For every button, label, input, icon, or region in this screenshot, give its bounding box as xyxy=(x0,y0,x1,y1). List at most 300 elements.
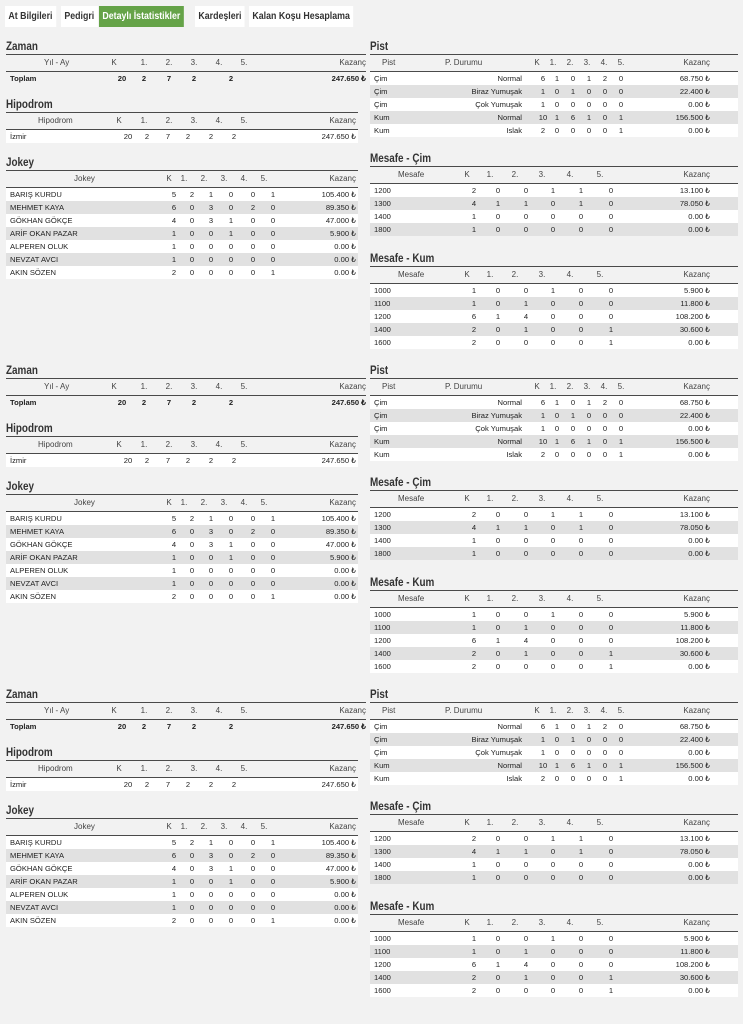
table-cell: 0 xyxy=(618,100,624,109)
column-header: Kazanç xyxy=(339,58,366,67)
table-cell: ARİF OKAN PAZAR xyxy=(10,877,78,886)
table-row xyxy=(370,85,738,98)
column-header: 4. xyxy=(566,818,574,827)
tab-at-bilgileri[interactable]: At Bilgileri xyxy=(5,6,56,27)
statistics-block xyxy=(0,40,743,362)
table-cell: 0 xyxy=(578,649,584,658)
table-cell: İzmir xyxy=(10,132,27,141)
table-cell: 1600 xyxy=(374,338,391,347)
table-cell: 7 xyxy=(166,74,172,83)
column-header: 3. xyxy=(220,822,228,831)
table-cell: 1000 xyxy=(374,934,391,943)
table-header xyxy=(6,819,358,835)
column-header: K xyxy=(534,706,540,715)
table-cell: 20 xyxy=(123,132,133,141)
table-cell: 1 xyxy=(171,877,177,886)
table-cell: 5 xyxy=(171,190,177,199)
table-cell: 5.900 ₺ xyxy=(684,286,710,295)
table-cell: 1 xyxy=(228,229,234,238)
table-cell: 0 xyxy=(250,864,256,873)
section-mesafe-kum xyxy=(370,252,738,349)
section-mesafe-cim xyxy=(370,152,738,236)
table-cell: 0 xyxy=(554,774,560,783)
column-header: K xyxy=(534,58,540,67)
table-cell: AKIN SÖZEN xyxy=(10,268,56,277)
table-row xyxy=(6,201,358,214)
table-cell: 0 xyxy=(586,411,592,420)
table-cell: 0 xyxy=(189,203,195,212)
table-cell: 0 xyxy=(270,255,276,264)
table-cell: 1 xyxy=(550,934,556,943)
table-cell: 1000 xyxy=(374,286,391,295)
table-row xyxy=(6,590,358,603)
table-cell: 1 xyxy=(554,398,560,407)
table-cell: 0 xyxy=(578,947,584,956)
table-cell: BARIŞ KURDU xyxy=(10,838,62,847)
table-cell: 0 xyxy=(608,860,614,869)
table-cell: 0 xyxy=(228,838,234,847)
column-header: K xyxy=(166,498,172,507)
section-title: Hipodrom xyxy=(6,423,53,435)
table-cell: 0 xyxy=(208,268,214,277)
table-cell: 1 xyxy=(523,299,529,308)
table-cell: 0 xyxy=(608,960,614,969)
table-cell: 0 xyxy=(608,834,614,843)
column-header: 2. xyxy=(511,918,519,927)
table-cell: 0 xyxy=(270,203,276,212)
column-header: Kazanç xyxy=(683,818,710,827)
table-cell: 2 xyxy=(171,916,177,925)
table-cell: Kum xyxy=(374,450,390,459)
table-cell: 5 xyxy=(171,838,177,847)
section-title: Jokey xyxy=(6,157,35,169)
table-cell: 2 xyxy=(141,722,147,731)
table-cell: 68.750 ₺ xyxy=(679,398,710,407)
table-cell: 1600 xyxy=(374,662,391,671)
table-cell: 0 xyxy=(523,873,529,882)
column-header: 5. xyxy=(617,382,625,391)
table-row xyxy=(6,266,358,279)
column-header: K xyxy=(166,822,172,831)
column-header: 5. xyxy=(240,382,248,391)
table-cell: 89.350 ₺ xyxy=(325,527,356,536)
table-cell: 0 xyxy=(586,748,592,757)
table-cell: 0 xyxy=(189,877,195,886)
table-cell: 89.350 ₺ xyxy=(325,203,356,212)
table-cell: 0 xyxy=(250,553,256,562)
column-header: 5. xyxy=(596,494,604,503)
column-header: K xyxy=(111,58,117,67)
column-header: 2. xyxy=(200,498,208,507)
table-header xyxy=(370,703,738,719)
section-title: Mesafe - Çim xyxy=(370,801,432,813)
table-cell: 1 xyxy=(586,722,592,731)
table-row xyxy=(370,759,738,772)
table-cell: 0 xyxy=(608,549,614,558)
table-cell: Çim xyxy=(374,100,388,109)
table-row xyxy=(370,634,738,647)
table-cell: Kum xyxy=(374,113,390,122)
table-cell: 3 xyxy=(208,540,214,549)
table-cell: 0 xyxy=(602,450,608,459)
table-cell: 108.200 ₺ xyxy=(675,636,710,645)
table-row xyxy=(6,901,358,914)
table-cell: 1 xyxy=(523,523,529,532)
table-cell: 0 xyxy=(523,536,529,545)
table-cell: 1 xyxy=(523,649,529,658)
table-cell: Çok Yumuşak xyxy=(475,424,522,433)
table-cell: 0 xyxy=(578,312,584,321)
section-zaman xyxy=(6,40,366,85)
table-cell: 0 xyxy=(250,229,256,238)
table-cell: 0 xyxy=(550,662,556,671)
column-header: Mesafe xyxy=(398,170,425,179)
column-header: 1. xyxy=(486,918,494,927)
tab-kardesleri[interactable]: Kardeşleri xyxy=(195,6,245,27)
table-cell: 1 xyxy=(471,299,477,308)
table-cell: Toplam xyxy=(10,722,37,731)
table-row xyxy=(370,184,738,197)
table-row xyxy=(370,197,738,210)
table-header xyxy=(6,703,366,719)
table-cell: 5.900 ₺ xyxy=(684,610,710,619)
tab-kalan-kosu-hesaplama[interactable]: Kalan Koşu Hesaplama xyxy=(249,6,353,27)
column-header: Kazanç xyxy=(329,440,356,449)
column-header: 3. xyxy=(583,58,591,67)
table-cell: 1 xyxy=(495,312,501,321)
table-cell: 1 xyxy=(523,847,529,856)
table-cell: 2 xyxy=(144,456,150,465)
table-cell: 0 xyxy=(189,527,195,536)
table-cell: ALPEREN OLUK xyxy=(10,890,69,899)
table-cell: 10 xyxy=(538,437,548,446)
table-cell: 1 xyxy=(495,523,501,532)
table-cell: 0 xyxy=(495,186,501,195)
table-cell: 0 xyxy=(554,100,560,109)
table-cell: 2 xyxy=(185,456,191,465)
table-cell: 1 xyxy=(618,774,624,783)
section-title: Mesafe - Kum xyxy=(370,901,435,913)
table-row xyxy=(370,448,738,461)
column-header: 5. xyxy=(240,440,248,449)
table-cell: 1300 xyxy=(374,199,391,208)
table-cell: 1 xyxy=(540,748,546,757)
table-cell: 1100 xyxy=(374,947,391,956)
column-header: Yıl - Ay xyxy=(44,706,70,715)
table-cell: 2 xyxy=(231,780,237,789)
column-header: 4. xyxy=(215,58,223,67)
column-header: Jokey xyxy=(74,498,95,507)
table-cell: 0 xyxy=(228,203,234,212)
table-cell: 2 xyxy=(228,722,234,731)
table-cell: 0 xyxy=(189,255,195,264)
section-title: Pist xyxy=(370,41,389,53)
column-header: 3. xyxy=(538,170,546,179)
table-cell: 0 xyxy=(550,860,556,869)
table-cell: 0 xyxy=(608,610,614,619)
column-header: 3. xyxy=(538,918,546,927)
table-cell: 1 xyxy=(171,566,177,575)
table-cell: 2 xyxy=(191,722,197,731)
column-header: 1. xyxy=(486,818,494,827)
column-header: 4. xyxy=(215,116,223,125)
table-cell: 2 xyxy=(602,74,608,83)
column-header: 1. xyxy=(140,58,148,67)
table-cell: 1 xyxy=(471,934,477,943)
table-cell: 0 xyxy=(618,411,624,420)
column-header: 2. xyxy=(511,594,519,603)
table-row xyxy=(370,621,738,634)
table-cell: 1000 xyxy=(374,610,391,619)
table-cell: 0 xyxy=(495,649,501,658)
table-row xyxy=(370,871,738,884)
table-cell: 1 xyxy=(586,761,592,770)
table-cell: 1 xyxy=(228,877,234,886)
table-header xyxy=(6,379,366,395)
table-cell: 1 xyxy=(540,424,546,433)
table-cell: Kum xyxy=(374,761,390,770)
table-cell: 0 xyxy=(495,662,501,671)
table-cell: 1 xyxy=(540,87,546,96)
column-header: 4. xyxy=(566,494,574,503)
table-cell: Kum xyxy=(374,774,390,783)
table-cell: 0 xyxy=(602,126,608,135)
table-cell: 0 xyxy=(189,216,195,225)
table-cell: 0 xyxy=(550,623,556,632)
section-title: Mesafe - Çim xyxy=(370,153,432,165)
table-cell: 1 xyxy=(608,649,614,658)
tab-detayli-istatistikler[interactable]: Detaylı İstatistikler xyxy=(99,6,184,27)
column-header: 2. xyxy=(566,382,574,391)
table-cell: 0 xyxy=(608,510,614,519)
table-cell: 0 xyxy=(608,536,614,545)
table-cell: 0 xyxy=(189,268,195,277)
table-cell: 0 xyxy=(554,411,560,420)
table-cell: 0 xyxy=(608,623,614,632)
table-row xyxy=(370,832,738,845)
column-header: 3. xyxy=(538,270,546,279)
table-cell: 0.00 ₺ xyxy=(334,579,356,588)
table-cell: 1 xyxy=(471,623,477,632)
table-cell: 1800 xyxy=(374,225,391,234)
table-cell: 2 xyxy=(189,190,195,199)
table-cell: 6 xyxy=(540,398,546,407)
table-cell: 0 xyxy=(228,579,234,588)
table-cell: 0 xyxy=(228,190,234,199)
table-row xyxy=(370,409,738,422)
column-header: Mesafe xyxy=(398,494,425,503)
table-cell: 0 xyxy=(618,735,624,744)
table-cell: 4 xyxy=(171,540,177,549)
table-cell: 1400 xyxy=(374,649,391,658)
table-cell: 1 xyxy=(586,113,592,122)
table-cell: 0 xyxy=(550,847,556,856)
table-cell: 1 xyxy=(608,973,614,982)
table-cell: GÖKHAN GÖKÇE xyxy=(10,864,73,873)
table-cell: 0 xyxy=(578,873,584,882)
table-header xyxy=(370,491,738,507)
table-cell: 0 xyxy=(608,299,614,308)
table-cell: 2 xyxy=(185,780,191,789)
table-cell: 11.800 ₺ xyxy=(680,947,710,956)
table-cell: 0 xyxy=(270,229,276,238)
table-cell: 1 xyxy=(270,514,276,523)
table-cell: 30.600 ₺ xyxy=(679,325,710,334)
column-header: 5. xyxy=(240,58,248,67)
table-cell: 0.00 ₺ xyxy=(334,255,356,264)
table-cell: Çim xyxy=(374,398,388,407)
column-header: Hipodrom xyxy=(38,116,73,125)
table-cell: AKIN SÖZEN xyxy=(10,592,56,601)
column-header: P. Durumu xyxy=(445,382,483,391)
table-cell: 0 xyxy=(554,424,560,433)
table-cell: 0 xyxy=(250,903,256,912)
section-hipodrom xyxy=(6,746,358,791)
column-header: 2. xyxy=(165,706,173,715)
table-cell: 0 xyxy=(550,947,556,956)
section-title: Zaman xyxy=(6,365,38,377)
table-cell: MEHMET KAYA xyxy=(10,851,65,860)
section-zaman xyxy=(6,688,366,733)
table-cell: 1 xyxy=(471,549,477,558)
table-cell: 3 xyxy=(208,864,214,873)
table-cell: 108.200 ₺ xyxy=(675,312,710,321)
table-cell: 0 xyxy=(250,877,256,886)
column-header: 3. xyxy=(190,706,198,715)
column-header: 5. xyxy=(617,706,625,715)
table-cell: ARİF OKAN PAZAR xyxy=(10,553,78,562)
table-cell: 3 xyxy=(208,527,214,536)
column-header: 5. xyxy=(596,170,604,179)
table-cell: 0 xyxy=(618,74,624,83)
column-header: Kazanç xyxy=(329,498,356,507)
table-cell: 1 xyxy=(208,190,214,199)
section-pist xyxy=(370,40,738,137)
table-cell: 2 xyxy=(141,74,147,83)
table-cell: 2 xyxy=(189,838,195,847)
table-cell: 0 xyxy=(270,242,276,251)
table-cell: 2 xyxy=(471,834,477,843)
table-cell: 0 xyxy=(523,662,529,671)
table-cell: 0 xyxy=(495,973,501,982)
table-cell: 0.00 ₺ xyxy=(334,592,356,601)
table-cell: 0 xyxy=(602,774,608,783)
table-cell: 0 xyxy=(270,877,276,886)
table-cell: 0 xyxy=(570,126,576,135)
table-row xyxy=(6,551,358,564)
table-cell: NEVZAT AVCI xyxy=(10,903,59,912)
column-header: 2. xyxy=(165,440,173,449)
column-header: 4. xyxy=(215,706,223,715)
table-row xyxy=(370,845,738,858)
table-cell: Çim xyxy=(374,735,388,744)
table-row xyxy=(370,297,738,310)
column-header: Jokey xyxy=(74,822,95,831)
table-cell: Toplam xyxy=(10,398,37,407)
column-header: 2. xyxy=(566,706,574,715)
table-cell: 2 xyxy=(540,126,546,135)
table-cell: 1 xyxy=(554,761,560,770)
section-title: Jokey xyxy=(6,805,35,817)
table-cell: Çim xyxy=(374,424,388,433)
tab-bar xyxy=(5,6,365,28)
table-row xyxy=(370,435,738,448)
column-header: 1. xyxy=(549,58,557,67)
table-row xyxy=(6,849,358,862)
table-cell: 1 xyxy=(618,761,624,770)
table-cell: 0 xyxy=(228,916,234,925)
table-cell: 0 xyxy=(208,890,214,899)
table-row xyxy=(370,660,738,673)
table-cell: 0 xyxy=(208,916,214,925)
table-cell: Islak xyxy=(506,126,522,135)
column-header: 2. xyxy=(566,58,574,67)
table-cell: 0 xyxy=(250,268,256,277)
table-cell: 0 xyxy=(228,851,234,860)
table-cell: 3 xyxy=(208,851,214,860)
column-header: 5. xyxy=(596,270,604,279)
table-cell: 0.00 ₺ xyxy=(688,774,710,783)
tab-pedigri[interactable]: Pedigri xyxy=(61,6,98,27)
table-cell: 0 xyxy=(586,424,592,433)
table-cell: 105.400 ₺ xyxy=(321,838,356,847)
table-row xyxy=(6,888,358,901)
table-cell: 2 xyxy=(189,514,195,523)
column-header: Kazanç xyxy=(683,170,710,179)
column-header: 1. xyxy=(140,116,148,125)
table-cell: 0 xyxy=(208,229,214,238)
table-cell: 0 xyxy=(618,748,624,757)
table-cell: 0 xyxy=(208,877,214,886)
table-cell: BARIŞ KURDU xyxy=(10,190,62,199)
column-header: 3. xyxy=(190,764,198,773)
table-cell: 0 xyxy=(608,186,614,195)
table-cell: 0 xyxy=(570,398,576,407)
column-header: Hipodrom xyxy=(38,440,73,449)
column-header: 4. xyxy=(566,270,574,279)
table-cell: 0 xyxy=(250,255,256,264)
table-cell: 0 xyxy=(608,212,614,221)
table-cell: 0 xyxy=(578,299,584,308)
table-cell: 47.000 ₺ xyxy=(325,540,356,549)
table-cell: 1 xyxy=(171,890,177,899)
table-cell: 3 xyxy=(208,203,214,212)
column-header: K xyxy=(534,382,540,391)
table-cell: 0 xyxy=(570,748,576,757)
column-header: 1. xyxy=(549,382,557,391)
table-cell: 0 xyxy=(523,986,529,995)
table-cell: 0 xyxy=(550,212,556,221)
table-cell: MEHMET KAYA xyxy=(10,527,65,536)
table-cell: 2 xyxy=(250,203,256,212)
table-cell: 1 xyxy=(550,610,556,619)
table-row xyxy=(6,227,358,240)
table-row xyxy=(370,647,738,660)
table-row xyxy=(6,512,358,525)
table-header xyxy=(370,915,738,931)
column-header: 4. xyxy=(566,594,574,603)
table-cell: 2 xyxy=(141,398,147,407)
table-row xyxy=(6,72,366,85)
table-cell: 0.00 ₺ xyxy=(334,916,356,925)
table-cell: 0 xyxy=(523,834,529,843)
table-row xyxy=(370,720,738,733)
table-cell: 20 xyxy=(117,74,127,83)
table-cell: 156.500 ₺ xyxy=(675,761,710,770)
column-header: Kazanç xyxy=(329,116,356,125)
column-header: Kazanç xyxy=(329,822,356,831)
column-header: K xyxy=(111,706,117,715)
